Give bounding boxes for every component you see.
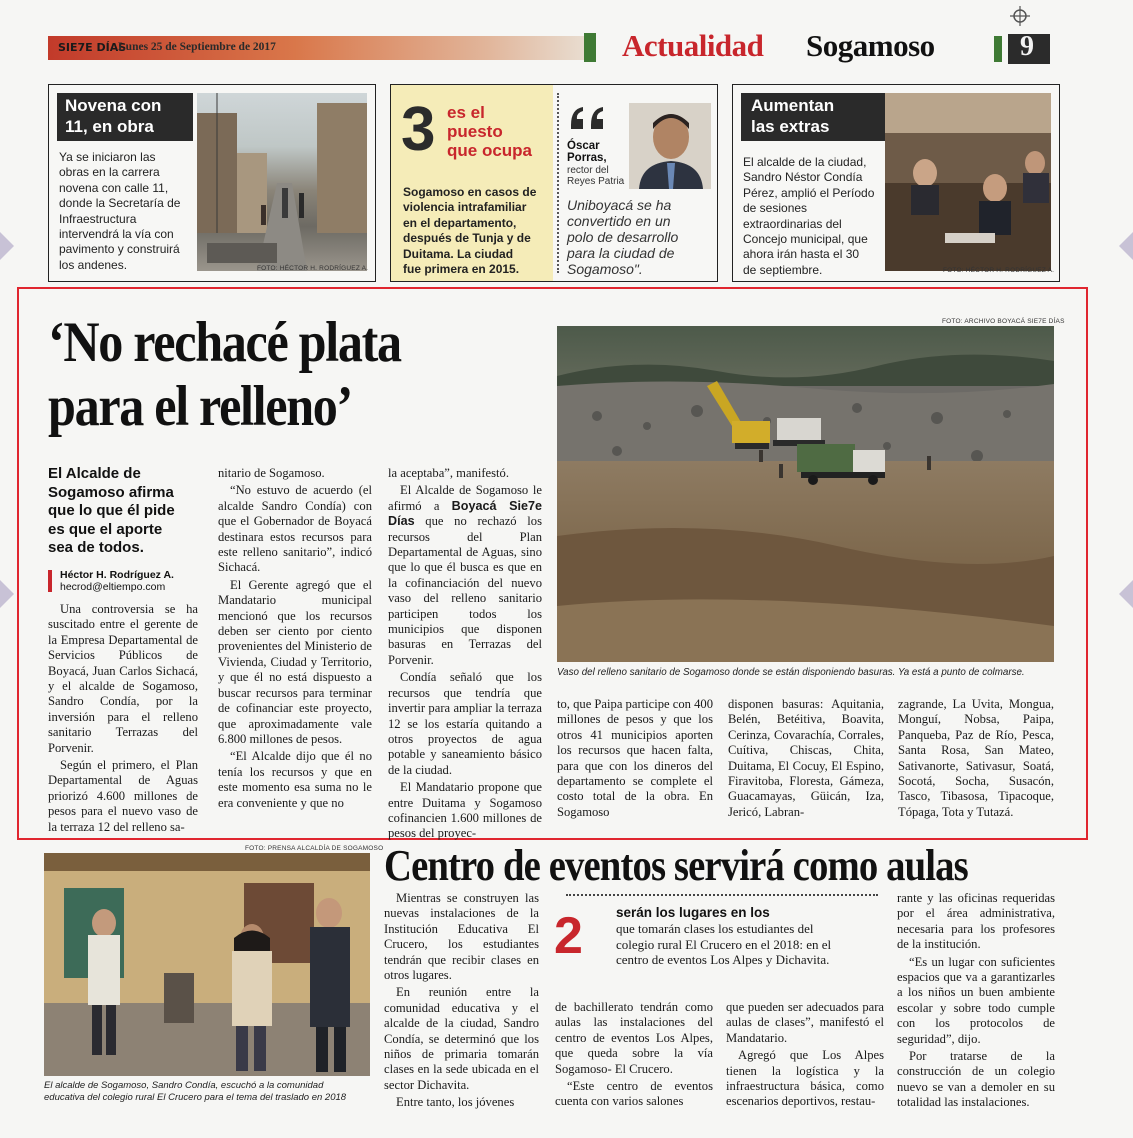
extras-title	[741, 93, 885, 141]
novena-line: obras en la carrera	[59, 165, 160, 180]
stat-number: 3	[401, 95, 436, 164]
stat-label	[447, 103, 532, 160]
stat-box	[554, 894, 884, 990]
novena-line: intervendrá la vía con	[59, 227, 174, 242]
caption-line: El alcalde de Sogamoso, Sandro Condía, escuchó a la comunidad	[44, 1080, 324, 1091]
stat-text-line: Duitama. La ciudad	[403, 246, 514, 261]
quote-name-line: Óscar	[567, 140, 600, 152]
novena-title-line1: Novena con	[65, 96, 162, 115]
main-col-6	[898, 697, 1054, 822]
novena-photo-credit: FOTO: HÉCTOR H. RODRÍGUEZ A.	[257, 265, 369, 272]
paragraph: En reunión entre la comunidad educativa y el alcalde de la ciudad, Sandro Condía, se determinó que los niños de primaria tomarán clases en la sede ubicada en el sector Dichavita.	[384, 985, 539, 1092]
stat-text-line: fue primera en 2015.	[403, 262, 520, 277]
brief-divider	[557, 93, 559, 273]
paragraph-part: que no rechazó los recursos del Plan Departamental de Aguas, sino que lo que él busca es que en la cofinanciación del nuevo vaso del relleno sanitario participen todos los municipios que disponen basuras en Terrazas del Porvenir.	[388, 514, 542, 667]
header-bar-edge	[584, 33, 596, 62]
side-arrow-icon	[1119, 232, 1133, 260]
paragraph: la aceptaba”, manifestó.	[388, 466, 509, 480]
quote-role-line: Reyes Patria	[567, 176, 625, 187]
stat-box-title: serán los lugares en los	[616, 905, 770, 920]
quote-speaker-photo	[629, 103, 711, 189]
extras-photo-credit: FOTO: HÉCTOR H. RODRÍGUEZ A.	[943, 267, 1055, 274]
paragraph: Agregó que Los Alpes tienen la logística y la infraestructura básica, como escenarios deportivos, restau-	[726, 1048, 884, 1109]
main-col-2	[218, 466, 372, 813]
paragraph: disponen basuras: Aquitania, Belén, Betéitiva, Boavita, Cerinza, Covarachía, Corrales, Cuítiva, Chiscas, Chita, Duitama, El Cocuy, El Espino, Firavitoba, Floresta, Gámeza, Guacamayas, Güicán, Iza, Jericó, Labran-	[728, 697, 884, 819]
author-email: hecrod@eltiempo.com	[60, 581, 166, 593]
extras-line: El alcalde de la ciudad,	[743, 155, 867, 169]
stat-box-number: 2	[554, 907, 583, 965]
quote-line: convertido en un	[567, 213, 671, 229]
paragraph: “Este centro de eventos cuenta con varios salones	[555, 1079, 713, 1109]
page-header	[0, 0, 1133, 85]
paragraph: to, que Paipa participe con 400 millones de pesos y que los otros 41 municipios aporten los recursos que hacen falta, para que con los dineros del departamento se complete el costo total de la obra. En Sogamoso	[557, 697, 713, 819]
registration-mark-icon	[1010, 6, 1030, 26]
issue-date: Lunes 25 de Septiembre de 2017	[118, 41, 276, 53]
main-deck	[48, 465, 208, 558]
novena-title-line2: 11, en obra	[65, 117, 154, 136]
novena-line: Infraestructura	[59, 211, 137, 226]
novena-text	[59, 150, 205, 273]
quote-speaker-name	[567, 140, 607, 164]
quote-line: para la ciudad de	[567, 245, 675, 261]
deck-line: Sogamoso afirma	[48, 483, 174, 501]
quote-name-line: Porras,	[567, 152, 607, 164]
stat-text	[403, 185, 549, 277]
paragraph: “El Alcalde dijo que él no tenía los recursos y que en este momento esa suma no le era conveniente y que no	[218, 749, 372, 810]
novena-line: pavimento y construirá	[59, 242, 180, 257]
main-col-1	[48, 602, 198, 837]
stat-text-line: violencia intrafamiliar	[403, 200, 527, 215]
paragraph: El Mandatario propone que entre Duitama y Sogamoso cofinancien 1.600 millones de pesos del proyec-	[388, 780, 542, 841]
author-marker	[48, 570, 52, 592]
stat-label-line: es el	[447, 103, 485, 122]
extras-photo	[885, 93, 1051, 271]
novena-title	[57, 93, 193, 141]
second-photo-caption	[44, 1080, 374, 1104]
brand-name: SIE7E DÍAS	[58, 41, 127, 54]
paragraph: Entre tanto, los jóvenes	[396, 1095, 515, 1110]
stat-label-line: que ocupa	[447, 141, 533, 160]
extras-line: Pérez, amplió el Período	[743, 185, 875, 200]
side-arrow-icon	[0, 232, 14, 260]
main-photo-credit: FOTO: ARCHIVO BOYACÁ SIE7E DÍAS	[942, 318, 1065, 325]
deck-line: sea de todos.	[48, 539, 144, 556]
caption-line: educativa del colegio rural El Crucero para el tema del traslado en 2018	[44, 1092, 347, 1103]
deck-line: que lo que él pide	[48, 502, 175, 519]
extras-line: Sandro Néstor Condía	[743, 170, 863, 185]
paragraph: de bachillerato tendrán como aulas las instalaciones del centro de eventos Los Alpes, que queda sobre la vía Sogamoso- El Crucero.	[555, 1000, 713, 1076]
newspaper-name: Boyacá Sie7e Días	[388, 498, 542, 529]
stat-box-text	[616, 921, 886, 968]
stat-box-rule	[566, 894, 878, 896]
paragraph: “Es un lugar con suficientes espacios que va a garantizarles a los niños un buen ambiente escolar y sobre todo cumple con los protocolos de seguridad”, dijo.	[897, 954, 1055, 1046]
quote-line: Uniboyacá se ha	[567, 197, 672, 213]
brief-stat-quote	[390, 84, 718, 282]
stat-box-line: centro de eventos Los Alpes y Dichavita.	[616, 952, 830, 967]
stat-text-line: Sogamoso en casos de	[403, 185, 537, 199]
quote-line: polo de desarrollo	[567, 229, 679, 245]
school-photo	[44, 853, 370, 1076]
main-headline-line1: ‘No rechacé plata	[48, 311, 401, 374]
deck-line: El Alcalde de	[48, 465, 141, 482]
page-number: 9	[1020, 31, 1034, 62]
brief-novena	[48, 84, 376, 282]
main-photo-caption: Vaso del relleno sanitario de Sogamoso donde se están disponiendo basuras. Ya está a punto de colmarse.	[557, 667, 1025, 678]
paragraph: “No estuvo de acuerdo (el alcalde Sandro Condía) con que el Gobernador de Boyacá destinara estos recursos para este relleno sanitario”, indicó Sichacá.	[218, 483, 372, 575]
paragraph-part: El Alcalde de Sogamoso le afirmó a	[388, 483, 542, 513]
paragraph: rante y las oficinas requeridas por el área administrativa, necesaria para los profesores de la institución.	[897, 891, 1055, 952]
side-arrow-icon	[0, 580, 14, 608]
extras-line: Concejo municipal, que	[743, 232, 868, 247]
second-col-2	[555, 1000, 713, 1112]
novena-line: novena con calle 11,	[59, 180, 169, 195]
paragraph: nitario de Sogamoso.	[218, 466, 325, 480]
novena-line: donde la Secretaría de	[59, 196, 181, 211]
second-col-3	[726, 1000, 884, 1112]
stat-text-line: después de Tunja y de	[403, 231, 531, 246]
landfill-photo	[557, 326, 1054, 662]
paragraph: que pueden ser adecuados para aulas de clases”, manifestó el Mandatario.	[726, 1000, 884, 1045]
paragraph: Según el primero, el Plan Departamental de Aguas priorizó 4.600 millones de pesos para el nuevo vaso de la terraza 12 del relleno sa-	[48, 758, 198, 834]
second-photo-credit: FOTO: PRENSA ALCALDÍA DE SOGAMOSO	[245, 845, 384, 852]
deck-line: es que el aporte	[48, 520, 163, 538]
second-col-1	[384, 891, 539, 1113]
page-number-accent	[994, 36, 1002, 62]
quote-speaker-role	[567, 165, 624, 187]
extras-title-line2: las extras	[751, 117, 830, 136]
stat-text-line: en el departamento,	[403, 215, 517, 230]
byline	[60, 569, 174, 593]
section-title: Actualidad	[622, 28, 764, 63]
second-col-4	[897, 891, 1055, 1113]
novena-line: los andenes.	[59, 257, 128, 272]
city-title: Sogamoso	[806, 28, 935, 63]
paragraph: zagrande, La Uvita, Mongua, Monguí, Nobsa, Paipa, Panqueba, Paz de Río, Pesca, Santa Rosa, San Mateo, Sativanorte, Sativasur, Soatá, Socotá, Socha, Susacón, Tasco, Tibasosa, Tipacoque, Tópaga, Tota y Tutazá.	[898, 697, 1054, 819]
stat-box-line: colegio rural El Crucero en el 2018: en el	[616, 936, 832, 952]
paragraph: Por tratarse de la construcción de un colegio nuevo se van a demoler en su totalidad las instalaciones.	[897, 1049, 1055, 1110]
main-headline-line2: para el relleno’	[48, 375, 352, 438]
paragraph: Una controversia se ha suscitado entre el gerente de la Empresa Departamental de Servicios Públicos de Boyacá, Juan Carlos Sichacá, y el alcalde de Sogamoso, Sandro Condía, por la inversión para el relleno sanitario Terrazas del Porvenir.	[48, 602, 198, 755]
side-arrow-icon	[1119, 580, 1133, 608]
quote-mark-icon	[567, 103, 611, 133]
paragraph: Mientras se construyen las nuevas instalaciones de la Institución Educativa El Crucero, los estudiantes tendrán que recibir clases en otros lugares.	[384, 891, 539, 983]
novena-photo	[197, 93, 367, 271]
paragraph	[388, 483, 542, 668]
extras-line: de sesiones	[743, 201, 808, 216]
main-col-3	[388, 466, 542, 844]
brief-extras	[732, 84, 1060, 282]
extras-line: de septiembre.	[743, 262, 823, 277]
main-headline	[48, 311, 488, 439]
main-col-4	[557, 697, 713, 822]
novena-line: Ya se iniciaron las	[59, 150, 156, 164]
quote-text	[567, 197, 713, 277]
extras-title-line1: Aumentan	[751, 96, 835, 115]
extras-line: extraordinarias del	[743, 216, 842, 231]
stat-box-line: que tomarán clases los estudiantes del	[616, 921, 814, 936]
second-headline: Centro de eventos servirá como aulas	[384, 841, 968, 890]
quote-line: Sogamoso".	[567, 261, 643, 277]
main-col-5	[728, 697, 884, 822]
stat-label-line: puesto	[447, 122, 503, 141]
paragraph: Condía señaló que los recursos que tendría que invertir para ampliar la terraza 12 se los estaría quitando a otros proyectos de agua potable y saneamiento básico de la ciudad.	[388, 670, 542, 777]
extras-line: ahora irán hasta el 30	[743, 247, 860, 262]
paragraph: El Gerente agregó que el Mandatario municipal mencionó que los recursos deben ser ciento por ciento provenientes del Ministerio de Vivienda, Ciudad y Territorio, y que él no está dispuesto a buscar recursos para terminar de cofinanciar este proyecto, que aproximadamente vale 6.800 millones de pesos.	[218, 577, 372, 746]
author-name: Héctor H. Rodríguez A.	[60, 569, 174, 581]
quote-role-line: rector del	[567, 165, 609, 176]
extras-text	[743, 155, 893, 278]
